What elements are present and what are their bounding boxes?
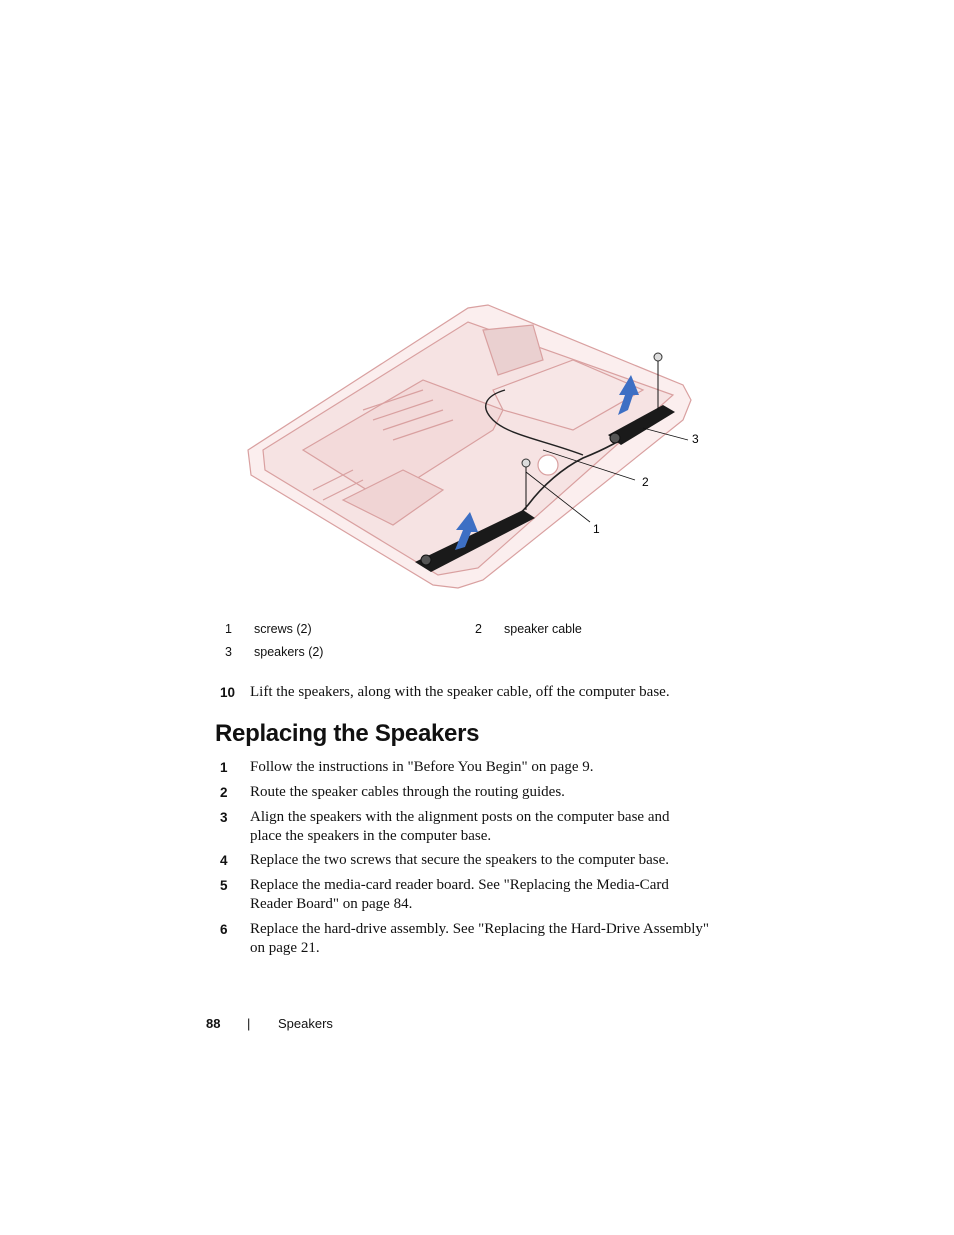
callout-number-2: 2 <box>642 475 649 489</box>
step-number: 3 <box>220 810 228 825</box>
step-number: 1 <box>220 760 228 775</box>
step-text: Replace the two screws that secure the speakers to the computer base. <box>250 852 670 868</box>
callout-legend <box>225 622 725 668</box>
callout-num: 2 <box>475 622 482 636</box>
step-item <box>220 783 720 802</box>
step-item <box>220 808 720 846</box>
step-text: Replace the hard-drive assembly. See "Replacing the Hard-Drive Assembly" on page 21. <box>250 921 710 956</box>
step-item <box>220 758 720 777</box>
step-number: 4 <box>220 853 228 868</box>
callout-label: speakers (2) <box>254 645 324 659</box>
step-text: Lift the speakers, along with the speaker cable, off the computer base. <box>250 684 670 700</box>
step-number: 6 <box>220 922 228 937</box>
callout-num: 3 <box>225 645 232 659</box>
callout-legend-row <box>225 645 725 668</box>
speaker-removal-illustration <box>243 300 713 590</box>
footer-separator: | <box>247 1016 251 1031</box>
removal-step <box>220 683 720 702</box>
step-text: Replace the media-card reader board. See "Replacing the Media-Card Reader Board" on page 84. <box>250 877 669 912</box>
callout-number-1: 1 <box>593 522 600 536</box>
footer-chapter: Speakers <box>278 1016 333 1031</box>
callout-label: screws (2) <box>254 622 312 636</box>
step-text: Align the speakers with the alignment posts on the computer base and place the speakers in the computer base. <box>250 809 670 844</box>
callout-number-3: 3 <box>692 432 699 446</box>
step-item <box>220 876 720 914</box>
step-number: 2 <box>220 785 228 800</box>
step-item <box>220 851 720 870</box>
step-number: 10 <box>220 685 236 700</box>
callout-num: 1 <box>225 622 232 636</box>
section-title: Replacing the Speakers <box>215 720 480 747</box>
step-number: 5 <box>220 878 228 893</box>
callout-legend-row <box>225 622 725 645</box>
step-item <box>220 920 720 958</box>
callout-label: speaker cable <box>504 622 582 636</box>
page-number: 88 <box>206 1016 221 1031</box>
step-text: Route the speaker cables through the routing guides. <box>250 784 565 800</box>
step-text: Follow the instructions in "Before You Begin" on page 9. <box>250 759 594 775</box>
